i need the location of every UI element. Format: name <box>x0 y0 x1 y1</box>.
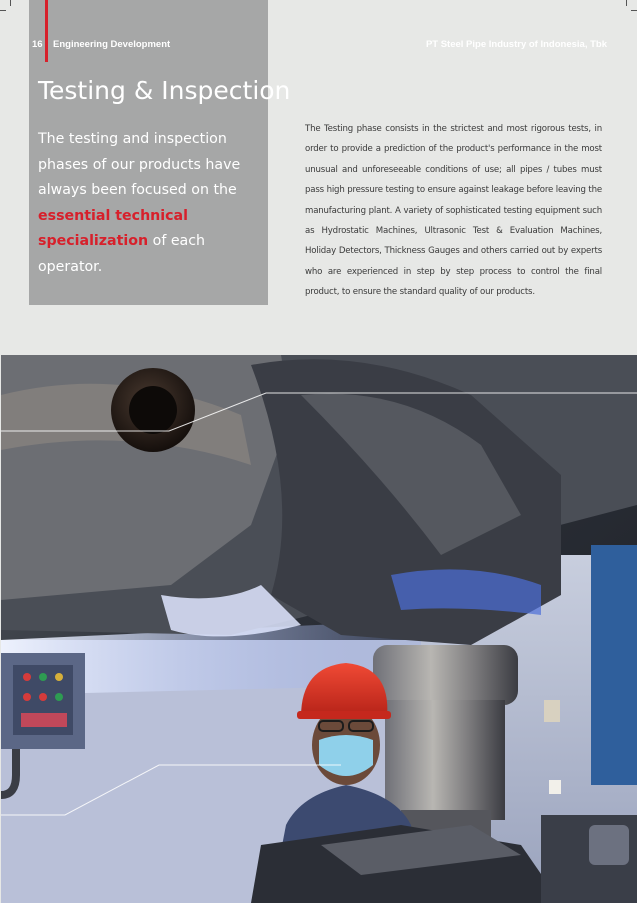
intro-paragraph <box>38 127 263 281</box>
body-paragraph: The Testing phase consists in the strictest and most rigorous tests, in order to provide a prediction of the product's performance in the most unusual and unforeseeable conditions of use; all pipes / tubes must pass high pressure testing to ensure against leakage before leaving the manufacturing plant. A variety of sophisticated testing equipment such as Hydrostatic Machines, Ultrasonic Test & Evaluation Machines, Holiday Detectors, Thickness Gauges and others carried out by experts who are experienced in step by step process to control the final product, to ensure the standard quality of our products. <box>305 124 602 298</box>
section-label: Engineering Development <box>53 39 171 50</box>
page-title: Testing & Inspection <box>38 76 291 105</box>
inspection-photo <box>1 355 637 903</box>
crop-mark <box>631 10 637 11</box>
intro-text-end: of each operator. <box>38 233 206 275</box>
page-number: 16 <box>32 39 43 50</box>
crop-mark <box>0 10 6 11</box>
intro-highlight: essential technical specialization <box>38 207 188 250</box>
company-name: PT Steel Pipe Industry of Indonesia, Tbk <box>425 39 607 50</box>
crop-mark <box>10 0 11 6</box>
intro-text: The testing and inspection phases of our products have always been focused on the <box>38 131 241 199</box>
accent-bar <box>45 0 48 62</box>
crop-mark <box>626 0 627 6</box>
